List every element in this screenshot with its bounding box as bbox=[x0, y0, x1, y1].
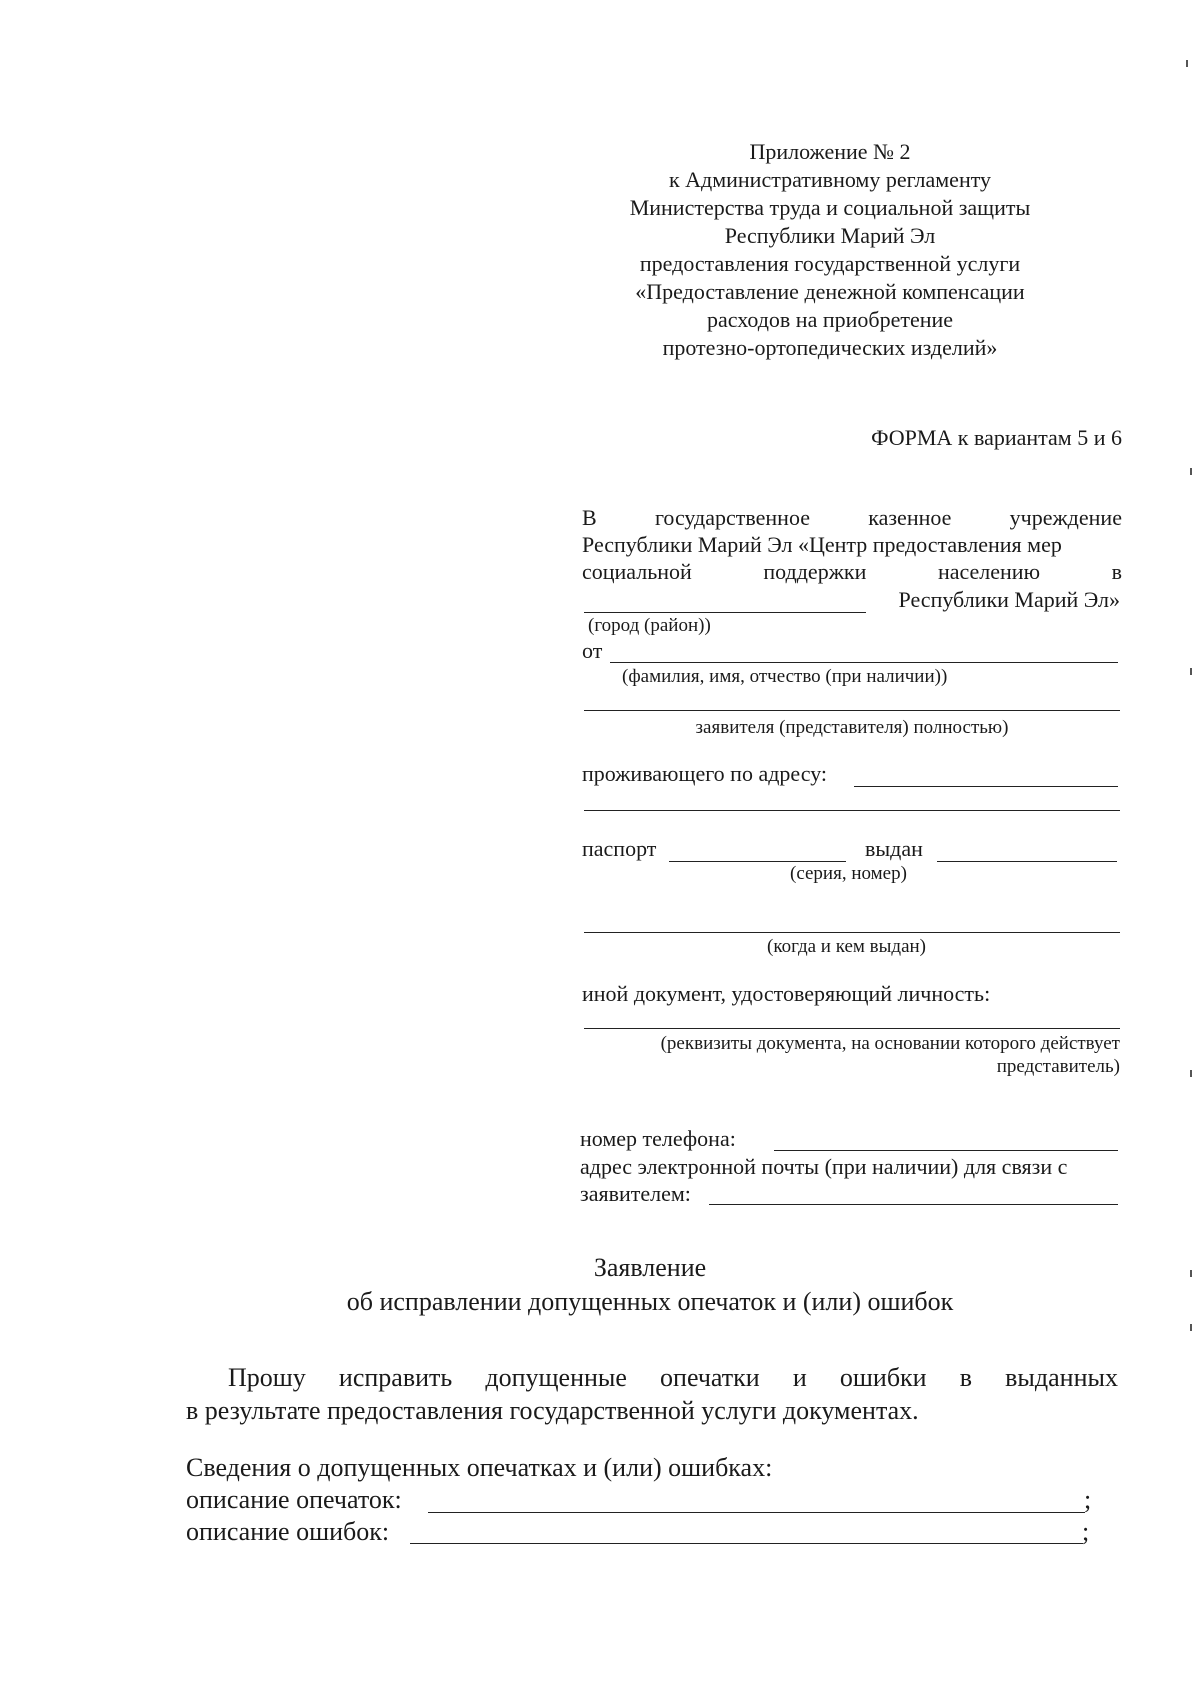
appendix-line: Министерства труда и социальной защиты bbox=[629, 195, 1031, 220]
errors-field-line[interactable] bbox=[410, 1543, 1083, 1544]
statement-title: Заявление bbox=[593, 1253, 707, 1282]
scan-mark bbox=[1186, 60, 1188, 67]
name-hint: (фамилия, имя, отчество (при наличии)) bbox=[622, 666, 948, 687]
addressee-word: в bbox=[1111, 559, 1122, 584]
email-label-1: адрес электронной почты (при наличии) для связи с bbox=[580, 1154, 1068, 1179]
addressee-line-4-suffix: Республики Марий Эл» bbox=[898, 587, 1120, 612]
scan-mark bbox=[1190, 668, 1192, 675]
appendix-line: предоставления государственной услуги bbox=[639, 251, 1021, 276]
addressee-line-3 bbox=[582, 558, 1122, 586]
body-word: исправить bbox=[338, 1363, 453, 1392]
addressee-word: социальной bbox=[582, 559, 692, 584]
statement-body-line-1 bbox=[228, 1362, 1118, 1394]
address-label: проживающего по адресу: bbox=[582, 761, 828, 786]
from-label: от bbox=[582, 638, 603, 663]
addressee-word: В bbox=[582, 505, 597, 530]
issued-field-line[interactable] bbox=[937, 861, 1117, 862]
addressee-word: государственное bbox=[654, 505, 810, 530]
addressee-word: населению bbox=[937, 559, 1040, 584]
errors-label: описание ошибок: bbox=[186, 1517, 390, 1546]
addressee-line-2: Республики Марий Эл «Центр предоставления мер bbox=[582, 532, 1062, 557]
typos-label: описание опечаток: bbox=[186, 1485, 402, 1514]
scan-mark bbox=[1190, 1270, 1192, 1277]
city-hint: (город (район)) bbox=[588, 615, 711, 636]
phone-label: номер телефона: bbox=[580, 1126, 736, 1151]
appendix-header bbox=[600, 138, 1060, 362]
scan-mark bbox=[1190, 468, 1192, 475]
form-label: ФОРМА к вариантам 5 и 6 bbox=[871, 425, 1122, 450]
statement-body-line-2: в результате предоставления государственной услуги документах. bbox=[186, 1396, 919, 1425]
other-doc-hint-2: представитель) bbox=[996, 1056, 1120, 1077]
appendix-line: Республики Марий Эл bbox=[724, 223, 936, 248]
body-word: Прошу bbox=[228, 1363, 306, 1392]
scan-mark bbox=[1190, 1070, 1192, 1077]
appendix-line: протезно-ортопедических изделий» bbox=[662, 335, 998, 360]
passport-hint: (серия, номер) bbox=[790, 863, 907, 884]
info-heading: Сведения о допущенных опечатках и (или) ошибках: bbox=[186, 1453, 773, 1482]
typos-end-mark: ; bbox=[1084, 1485, 1092, 1514]
addressee-word: учреждение bbox=[1009, 505, 1122, 530]
statement-subtitle: об исправлении допущенных опечаток и (или) ошибок bbox=[346, 1287, 954, 1316]
appendix-line: «Предоставление денежной компенсации bbox=[635, 279, 1025, 304]
addressee-line-1 bbox=[582, 504, 1122, 532]
issued-details-field-line[interactable] bbox=[584, 932, 1120, 933]
other-doc-label: иной документ, удостоверяющий личность: bbox=[582, 981, 991, 1006]
email-field-line[interactable] bbox=[709, 1204, 1118, 1205]
scan-mark bbox=[1190, 1324, 1192, 1331]
email-label-2: заявителем: bbox=[580, 1181, 691, 1206]
other-doc-hint-1: (реквизиты документа, на основании которого действует bbox=[660, 1033, 1120, 1054]
errors-end-mark: ; bbox=[1082, 1517, 1090, 1546]
issued-label: выдан bbox=[865, 836, 923, 861]
other-doc-field-line[interactable] bbox=[584, 1028, 1120, 1029]
addressee-word: поддержки bbox=[763, 559, 867, 584]
body-word: и bbox=[792, 1363, 807, 1392]
address-field-line[interactable] bbox=[854, 786, 1118, 787]
body-word: допущенные bbox=[485, 1363, 627, 1392]
city-field-line[interactable] bbox=[584, 612, 866, 613]
applicant-name-field-line-2[interactable] bbox=[584, 710, 1120, 711]
applicant-name-field-line[interactable] bbox=[610, 662, 1118, 663]
typos-field-line[interactable] bbox=[428, 1512, 1085, 1513]
addressee-word: казенное bbox=[868, 505, 952, 530]
phone-field-line[interactable] bbox=[774, 1150, 1118, 1151]
applicant-hint: заявителя (представителя) полностью) bbox=[695, 717, 1009, 738]
passport-label: паспорт bbox=[582, 836, 657, 861]
address-field-line-2[interactable] bbox=[584, 810, 1120, 811]
appendix-line: к Административному регламенту bbox=[668, 167, 992, 192]
body-word: ошибки bbox=[839, 1363, 927, 1392]
issued-hint: (когда и кем выдан) bbox=[767, 936, 927, 957]
appendix-line: Приложение № 2 bbox=[749, 139, 911, 164]
body-word: в bbox=[959, 1363, 973, 1392]
appendix-line: расходов на приобретение bbox=[706, 307, 954, 332]
body-word: опечатки bbox=[660, 1363, 760, 1392]
body-word: выданных bbox=[1005, 1363, 1118, 1392]
